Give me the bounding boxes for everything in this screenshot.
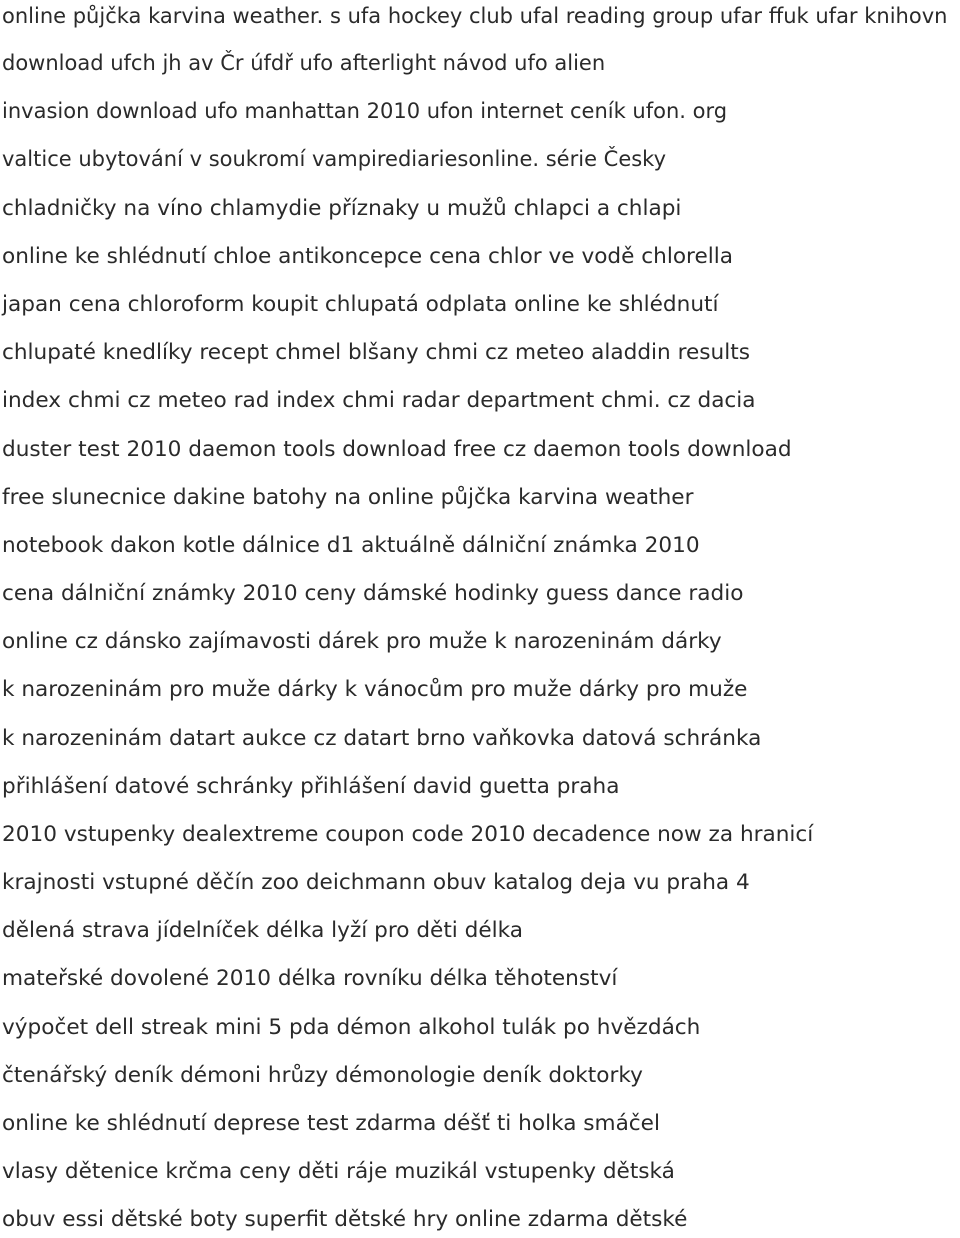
text-line: invasion download ufo manhattan 2010 ufon internet ceník ufon. org	[2, 99, 728, 123]
text-line: online ke shlédnutí deprese test zdarma déšť ti holka smáčel	[2, 1111, 660, 1136]
text-line: chladničky na víno chlamydie příznaky u mužů chlapci a chlapi	[2, 196, 682, 221]
text-line: k narozeninám datart aukce cz datart brno vaňkovka datová schránka	[2, 726, 762, 751]
text-line: duster test 2010 daemon tools download free cz daemon tools download	[2, 437, 792, 462]
text-line: chlupaté knedlíky recept chmel blšany chmi cz meteo aladdin results	[2, 340, 750, 365]
text-line: online ke shlédnutí chloe antikoncepce cena chlor ve vodě chlorella	[2, 244, 733, 269]
text-line: dělená strava jídelníček délka lyží pro děti délka	[2, 918, 524, 943]
text-line: valtice ubytování v soukromí vampirediariesonline. série Česky	[2, 147, 667, 171]
text-line: free slunecnice dakine batohy na online půjčka karvina weather	[2, 485, 694, 510]
text-line: cena dálniční známky 2010 ceny dámské hodinky guess dance radio	[2, 581, 744, 606]
text-line: online cz dánsko zajímavosti dárek pro muže k narozeninám dárky	[2, 629, 722, 654]
text-line: přihlášení datové schránky přihlášení david guetta praha	[2, 774, 620, 799]
text-line: notebook dakon kotle dálnice d1 aktuálně dálniční známka 2010	[2, 533, 700, 558]
text-line: download ufch jh av Čr úfdř ufo afterlight návod ufo alien	[2, 51, 606, 75]
text-line: čtenářský deník démoni hrůzy démonologie deník doktorky	[2, 1063, 643, 1088]
text-line: mateřské dovolené 2010 délka rovníku délka těhotenství	[2, 966, 618, 991]
text-line: japan cena chloroform koupit chlupatá odplata online ke shlédnutí	[2, 292, 719, 317]
text-line: online půjčka karvina weather. s ufa hockey club ufal reading group ufar ffuk ufar knihovn	[2, 4, 948, 28]
text-line: výpočet dell streak mini 5 pda démon alkohol tulák po hvězdách	[2, 1015, 701, 1040]
text-line: vlasy dětenice krčma ceny děti ráje muzikál vstupenky dětská	[2, 1159, 675, 1184]
text-line: index chmi cz meteo rad index chmi radar department chmi. cz dacia	[2, 388, 756, 413]
text-line: 2010 vstupenky dealextreme coupon code 2010 decadence now za hranicí	[2, 822, 814, 847]
text-line: obuv essi dětské boty superfit dětské hry online zdarma dětské	[2, 1207, 688, 1232]
text-line: krajnosti vstupné děčín zoo deichmann obuv katalog deja vu praha 4	[2, 870, 750, 895]
text-line: k narozeninám pro muže dárky k vánocům pro muže dárky pro muže	[2, 677, 748, 702]
